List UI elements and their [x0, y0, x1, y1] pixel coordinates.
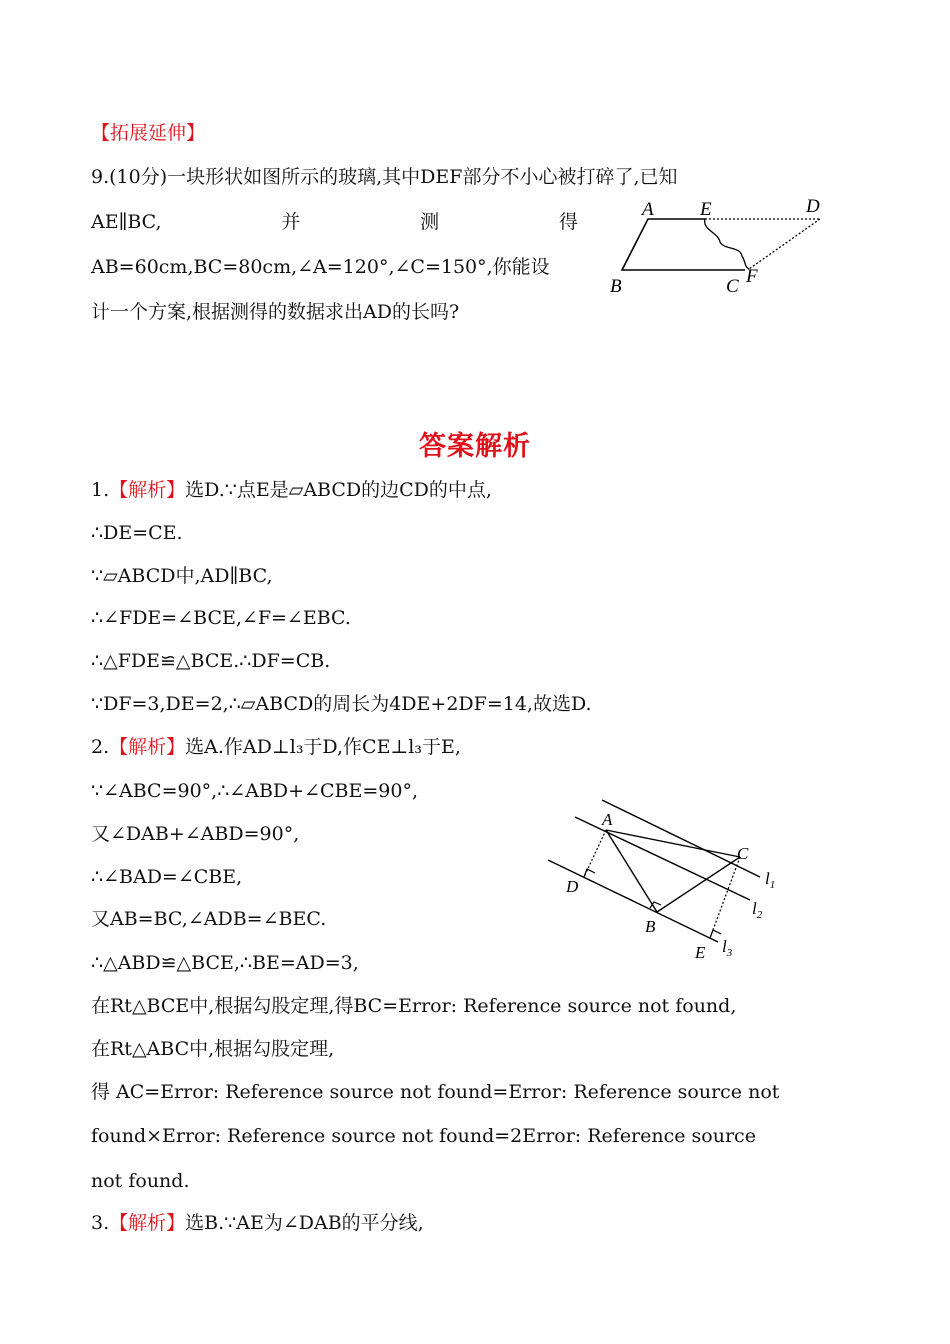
- q9-line-2-b: 并: [281, 211, 301, 233]
- answers-title: 答案解析: [419, 431, 531, 462]
- a2-tag: 【解析】: [109, 736, 186, 758]
- segment-CE: [710, 857, 740, 938]
- label-l3: $l_3$: [722, 937, 733, 959]
- a2-line-1: [91, 735, 461, 759]
- a2-text-1: 选A.作AD⊥l₃于D,作CE⊥l₃于E,: [185, 736, 461, 758]
- a2-num: 2.: [91, 736, 110, 758]
- a1-line-2: ∴DE=CE.: [91, 522, 183, 544]
- a1-num: 1.: [91, 479, 110, 501]
- a1-line-1: [91, 478, 492, 502]
- a3-num: 3.: [91, 1212, 110, 1234]
- q9-line-1: 9.(10分)一块形状如图所示的玻璃,其中DEF部分不小心被打碎了,已知: [91, 166, 678, 188]
- label-l2: $l_2$: [752, 899, 763, 921]
- a2-line-7: 在Rt△BCE中,根据勾股定理,得BC=Error: Reference source not found,: [91, 995, 737, 1017]
- q9-line-2-a: AE∥BC,: [91, 211, 162, 233]
- a2-line-4: ∴∠BAD=∠CBE,: [91, 866, 243, 888]
- segment-AD: [584, 830, 606, 877]
- glass-crack: [705, 219, 749, 269]
- a2-line-10: found×Error: Reference source not found=2Error: Reference source: [91, 1125, 756, 1147]
- a3-line-1: [91, 1211, 424, 1235]
- label-E2: E: [695, 943, 706, 962]
- label-C: C: [726, 276, 739, 297]
- label-E: E: [700, 199, 712, 220]
- a1-line-3: ∵▱ABCD中,AD∥BC,: [91, 565, 273, 587]
- a1-line-4: ∴∠FDE=∠BCE,∠F=∠EBC.: [91, 607, 351, 629]
- a2-line-2: ∵∠ABC=90°,∴∠ABD+∠CBE=90°,: [91, 780, 418, 802]
- a1-tag: 【解析】: [109, 479, 186, 501]
- a2-line-3: 又∠DAB+∠ABD=90°,: [91, 823, 300, 845]
- a2-line-9: 得 AC=Error: Reference source not found=Error: Reference source not: [91, 1081, 780, 1103]
- q9-line-2-d: 得: [558, 211, 578, 233]
- extension-heading: 【拓展延伸】: [91, 122, 206, 144]
- a2-line-6: ∴△ABD≌△BCE,∴BE=AD=3,: [91, 952, 359, 974]
- label-A: A: [642, 199, 654, 220]
- a2-line-8: 在Rt△ABC中,根据勾股定理,: [91, 1038, 335, 1060]
- segment-BC: [657, 857, 740, 912]
- label-D: D: [806, 196, 820, 217]
- a1-text-1: 选D.∵点E是▱ABCD的边CD的中点,: [185, 479, 492, 501]
- glass-figure: [600, 190, 840, 300]
- a1-line-5: ∴△FDE≌△BCE.∴DF=CB.: [91, 650, 331, 672]
- label-l1: $l_1$: [765, 869, 776, 891]
- a1-line-6: ∵DF=3,DE=2,∴▱ABCD的周长为4DE+2DF=14,故选D.: [91, 693, 592, 715]
- right-angle-E: [710, 930, 721, 938]
- a3-text-1: 选B.∵AE为∠DAB的平分线,: [185, 1212, 424, 1234]
- a2-line-5: 又AB=BC,∠ADB=∠BEC.: [91, 908, 327, 930]
- label-D2: D: [566, 877, 579, 896]
- q9-line-2: [91, 210, 578, 234]
- parallel-lines-figure: [540, 792, 790, 972]
- q9-line-3: AB=60cm,BC=80cm,∠A=120°,∠C=150°,你能设: [91, 256, 550, 278]
- label-B: B: [610, 276, 622, 297]
- dotted-df: [749, 219, 820, 269]
- label-A2: A: [602, 810, 613, 829]
- label-C2: C: [737, 844, 749, 863]
- right-angle-D: [584, 869, 595, 877]
- q9-line-4: 计一个方案,根据测得的数据求出AD的长吗?: [91, 301, 460, 323]
- a2-line-11: not found.: [91, 1170, 190, 1192]
- label-F: F: [746, 266, 758, 287]
- a3-tag: 【解析】: [109, 1212, 186, 1234]
- label-B2: B: [645, 917, 656, 936]
- glass-outline: [622, 219, 745, 270]
- q9-line-2-c: 测: [420, 211, 440, 233]
